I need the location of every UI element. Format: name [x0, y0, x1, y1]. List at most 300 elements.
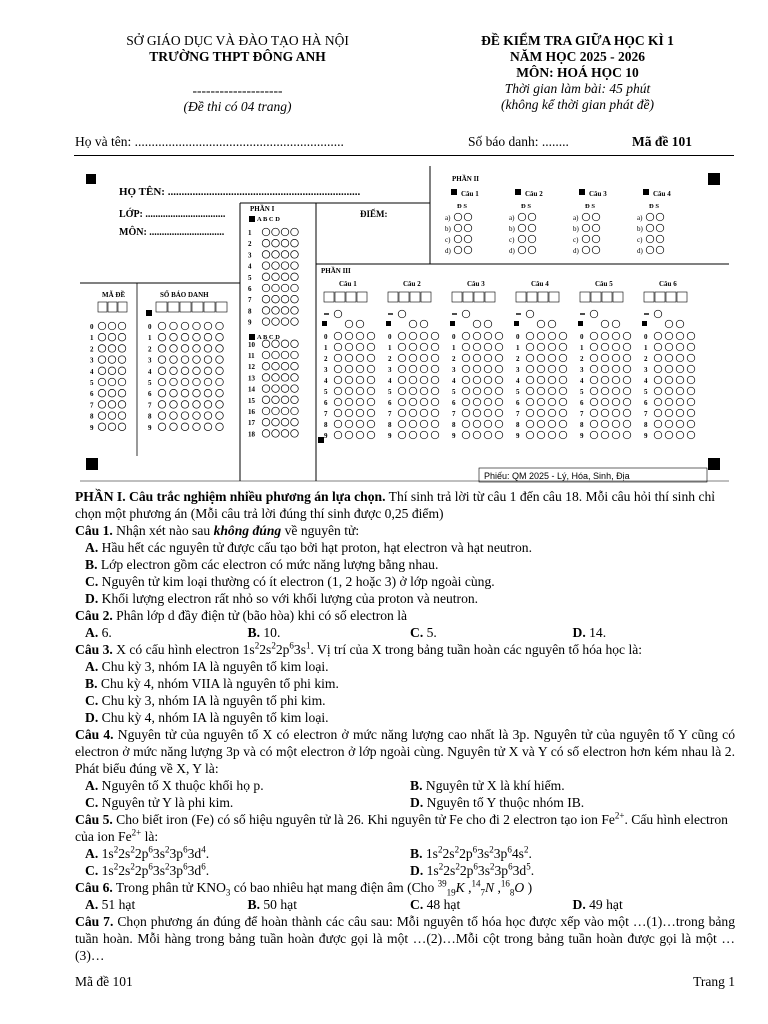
- p3-bubble[interactable]: [654, 398, 662, 406]
- p3-bubble[interactable]: [356, 420, 364, 428]
- p3-bubble[interactable]: [495, 420, 503, 428]
- p3-comma-bubble[interactable]: [548, 320, 556, 328]
- p3-bubble[interactable]: [590, 354, 598, 362]
- p3-bubble[interactable]: [590, 332, 598, 340]
- p3-bubble[interactable]: [431, 332, 439, 340]
- p3-bubble[interactable]: [420, 332, 428, 340]
- p1-bubble[interactable]: [272, 295, 280, 303]
- p1-bubble[interactable]: [281, 318, 289, 326]
- p1-bubble[interactable]: [262, 273, 270, 281]
- p3-bubble[interactable]: [526, 420, 534, 428]
- p1-bubble[interactable]: [291, 251, 299, 259]
- p3-bubble[interactable]: [398, 420, 406, 428]
- p3-bubble[interactable]: [526, 354, 534, 362]
- p1-bubble[interactable]: [281, 273, 289, 281]
- p1-bubble[interactable]: [281, 340, 289, 348]
- p2-bubble[interactable]: [646, 235, 654, 243]
- ma-de-bubble[interactable]: [98, 389, 106, 397]
- ma-de-bubble[interactable]: [98, 345, 106, 353]
- p3-bubble[interactable]: [462, 343, 470, 351]
- p3-bubble[interactable]: [676, 332, 684, 340]
- ma-de-bubble[interactable]: [118, 367, 126, 375]
- p3-bubble[interactable]: [612, 354, 620, 362]
- sbd-bubble[interactable]: [181, 345, 189, 353]
- p3-bubble[interactable]: [548, 431, 556, 439]
- p3-bubble[interactable]: [559, 387, 567, 395]
- q1-option-d[interactable]: D. Khối lượng electron rất nhỏ so với khối lượng của proton và neutron.: [85, 591, 479, 606]
- p3-bubble[interactable]: [601, 376, 609, 384]
- p1-bubble[interactable]: [272, 273, 280, 281]
- p3-bubble[interactable]: [526, 343, 534, 351]
- ma-de-bubble[interactable]: [118, 378, 126, 386]
- p1-bubble[interactable]: [272, 407, 280, 415]
- p3-bubble[interactable]: [548, 376, 556, 384]
- p1-bubble[interactable]: [262, 396, 270, 404]
- p3-bubble[interactable]: [334, 398, 342, 406]
- p3-sign-bubble[interactable]: [526, 310, 534, 318]
- p1-bubble[interactable]: [291, 374, 299, 382]
- p3-bubble[interactable]: [462, 376, 470, 384]
- p3-bubble[interactable]: [612, 398, 620, 406]
- q1-option-a[interactable]: A. Hầu hết các nguyên tử được cấu tạo bởi hạt proton, hạt electron và hạt neutron.: [85, 540, 532, 555]
- p1-bubble[interactable]: [281, 251, 289, 259]
- p3-bubble[interactable]: [601, 354, 609, 362]
- p3-bubble[interactable]: [473, 398, 481, 406]
- p1-bubble[interactable]: [272, 239, 280, 247]
- p3-bubble[interactable]: [590, 420, 598, 428]
- p3-bubble[interactable]: [601, 409, 609, 417]
- sbd-bubble[interactable]: [170, 322, 178, 330]
- p3-bubble[interactable]: [334, 365, 342, 373]
- p1-bubble[interactable]: [281, 239, 289, 247]
- p3-bubble[interactable]: [473, 354, 481, 362]
- p1-bubble[interactable]: [262, 340, 270, 348]
- p3-bubble[interactable]: [654, 431, 662, 439]
- p3-bubble[interactable]: [526, 365, 534, 373]
- sbd-bubble[interactable]: [216, 345, 224, 353]
- p3-bubble[interactable]: [420, 398, 428, 406]
- p1-bubble[interactable]: [291, 318, 299, 326]
- p3-bubble[interactable]: [590, 431, 598, 439]
- sbd-bubble[interactable]: [158, 367, 166, 375]
- p2-bubble[interactable]: [656, 224, 664, 232]
- ma-de-bubble[interactable]: [108, 412, 116, 420]
- p3-bubble[interactable]: [687, 431, 695, 439]
- p3-bubble[interactable]: [548, 354, 556, 362]
- p3-bubble[interactable]: [367, 332, 375, 340]
- sbd-bubble[interactable]: [216, 412, 224, 420]
- p1-bubble[interactable]: [291, 385, 299, 393]
- p3-bubble[interactable]: [462, 332, 470, 340]
- sbd-bubble[interactable]: [181, 423, 189, 431]
- p2-bubble[interactable]: [464, 213, 472, 221]
- ma-de-bubble[interactable]: [118, 401, 126, 409]
- p3-bubble[interactable]: [537, 332, 545, 340]
- sbd-bubble[interactable]: [170, 356, 178, 364]
- p3-bubble[interactable]: [462, 409, 470, 417]
- p3-bubble[interactable]: [559, 354, 567, 362]
- p3-bubble[interactable]: [398, 409, 406, 417]
- p3-bubble[interactable]: [590, 376, 598, 384]
- p3-bubble[interactable]: [601, 365, 609, 373]
- p3-comma-bubble[interactable]: [612, 320, 620, 328]
- sbd-bubble[interactable]: [204, 378, 212, 386]
- q6-option-b[interactable]: B. 50 hạt: [247, 897, 297, 912]
- p2-bubble[interactable]: [582, 246, 590, 254]
- ma-de-bubble[interactable]: [108, 322, 116, 330]
- p2-bubble[interactable]: [656, 235, 664, 243]
- p3-bubble[interactable]: [676, 343, 684, 351]
- p3-bubble[interactable]: [473, 376, 481, 384]
- q2-option-b[interactable]: B. 10.: [247, 625, 281, 640]
- p1-bubble[interactable]: [262, 318, 270, 326]
- p3-bubble[interactable]: [623, 420, 631, 428]
- p1-bubble[interactable]: [272, 262, 280, 270]
- p2-bubble[interactable]: [592, 246, 600, 254]
- p3-bubble[interactable]: [345, 409, 353, 417]
- p3-bubble[interactable]: [367, 354, 375, 362]
- p3-bubble[interactable]: [665, 343, 673, 351]
- p3-bubble[interactable]: [676, 398, 684, 406]
- p3-bubble[interactable]: [612, 420, 620, 428]
- p3-bubble[interactable]: [484, 376, 492, 384]
- p1-bubble[interactable]: [262, 284, 270, 292]
- q5-option-d[interactable]: D. $1s^22s^22p^63s^23p^63d^5$.: [410, 861, 535, 878]
- p3-bubble[interactable]: [484, 332, 492, 340]
- p2-bubble[interactable]: [454, 246, 462, 254]
- sbd-bubble[interactable]: [204, 356, 212, 364]
- p3-bubble[interactable]: [431, 420, 439, 428]
- p3-bubble[interactable]: [612, 387, 620, 395]
- p3-comma-bubble[interactable]: [676, 320, 684, 328]
- p3-bubble[interactable]: [431, 365, 439, 373]
- sbd-bubble[interactable]: [158, 345, 166, 353]
- sbd-bubble[interactable]: [158, 412, 166, 420]
- p3-bubble[interactable]: [687, 398, 695, 406]
- p3-bubble[interactable]: [473, 343, 481, 351]
- ma-de-bubble[interactable]: [108, 345, 116, 353]
- p3-bubble[interactable]: [334, 409, 342, 417]
- sbd-bubble[interactable]: [193, 356, 201, 364]
- p3-bubble[interactable]: [654, 387, 662, 395]
- p1-bubble[interactable]: [291, 239, 299, 247]
- p3-bubble[interactable]: [495, 332, 503, 340]
- p2-bubble[interactable]: [592, 213, 600, 221]
- p2-bubble[interactable]: [592, 224, 600, 232]
- p3-bubble[interactable]: [409, 387, 417, 395]
- sbd-bubble[interactable]: [193, 412, 201, 420]
- p3-bubble[interactable]: [345, 354, 353, 362]
- sbd-bubble[interactable]: [181, 412, 189, 420]
- p1-bubble[interactable]: [272, 307, 280, 315]
- sbd-bubble[interactable]: [204, 367, 212, 375]
- p3-bubble[interactable]: [559, 431, 567, 439]
- p2-bubble[interactable]: [528, 235, 536, 243]
- p3-bubble[interactable]: [654, 365, 662, 373]
- p3-bubble[interactable]: [484, 398, 492, 406]
- ma-de-bubble[interactable]: [118, 322, 126, 330]
- p3-bubble[interactable]: [676, 376, 684, 384]
- p3-bubble[interactable]: [654, 376, 662, 384]
- p3-bubble[interactable]: [345, 398, 353, 406]
- sbd-bubble[interactable]: [204, 389, 212, 397]
- sbd-bubble[interactable]: [216, 378, 224, 386]
- p1-bubble[interactable]: [281, 307, 289, 315]
- p3-bubble[interactable]: [462, 387, 470, 395]
- p3-bubble[interactable]: [334, 431, 342, 439]
- p3-bubble[interactable]: [676, 409, 684, 417]
- p3-bubble[interactable]: [345, 365, 353, 373]
- p1-bubble[interactable]: [272, 396, 280, 404]
- p3-bubble[interactable]: [676, 420, 684, 428]
- p3-bubble[interactable]: [420, 354, 428, 362]
- p3-bubble[interactable]: [623, 431, 631, 439]
- p3-bubble[interactable]: [665, 431, 673, 439]
- sbd-bubble[interactable]: [170, 423, 178, 431]
- p3-bubble[interactable]: [356, 332, 364, 340]
- p1-bubble[interactable]: [291, 340, 299, 348]
- sbd-bubble[interactable]: [193, 367, 201, 375]
- p3-bubble[interactable]: [601, 398, 609, 406]
- p3-bubble[interactable]: [462, 354, 470, 362]
- sbd-bubble[interactable]: [193, 322, 201, 330]
- p3-bubble[interactable]: [345, 332, 353, 340]
- sbd-bubble[interactable]: [193, 333, 201, 341]
- p3-bubble[interactable]: [356, 354, 364, 362]
- p3-bubble[interactable]: [367, 387, 375, 395]
- p3-bubble[interactable]: [398, 398, 406, 406]
- p3-bubble[interactable]: [612, 431, 620, 439]
- p1-bubble[interactable]: [281, 284, 289, 292]
- ma-de-bubble[interactable]: [98, 322, 106, 330]
- p3-bubble[interactable]: [623, 409, 631, 417]
- p3-bubble[interactable]: [367, 343, 375, 351]
- p3-bubble[interactable]: [431, 354, 439, 362]
- p3-bubble[interactable]: [495, 376, 503, 384]
- sbd-bubble[interactable]: [158, 401, 166, 409]
- p2-bubble[interactable]: [464, 246, 472, 254]
- sbd-bubble[interactable]: [216, 356, 224, 364]
- p3-bubble[interactable]: [409, 354, 417, 362]
- p3-bubble[interactable]: [590, 398, 598, 406]
- q3-option-b[interactable]: B. Chu kỳ 4, nhóm VIIA là nguyên tố phi kim.: [85, 676, 339, 691]
- q2-option-c[interactable]: C. 5.: [410, 625, 437, 640]
- p3-bubble[interactable]: [537, 365, 545, 373]
- p3-bubble[interactable]: [473, 387, 481, 395]
- sbd-bubble[interactable]: [216, 367, 224, 375]
- p2-bubble[interactable]: [582, 235, 590, 243]
- p1-bubble[interactable]: [262, 351, 270, 359]
- p1-bubble[interactable]: [291, 407, 299, 415]
- p3-bubble[interactable]: [537, 409, 545, 417]
- p3-bubble[interactable]: [495, 387, 503, 395]
- p3-bubble[interactable]: [431, 387, 439, 395]
- p1-bubble[interactable]: [291, 351, 299, 359]
- p1-bubble[interactable]: [262, 374, 270, 382]
- p2-bubble[interactable]: [592, 235, 600, 243]
- ma-de-bubble[interactable]: [108, 389, 116, 397]
- p3-bubble[interactable]: [367, 376, 375, 384]
- p1-bubble[interactable]: [281, 228, 289, 236]
- p3-bubble[interactable]: [676, 431, 684, 439]
- p3-bubble[interactable]: [687, 343, 695, 351]
- sbd-bubble[interactable]: [181, 333, 189, 341]
- p3-bubble[interactable]: [623, 387, 631, 395]
- p3-bubble[interactable]: [537, 354, 545, 362]
- sbd-bubble[interactable]: [158, 389, 166, 397]
- p3-bubble[interactable]: [409, 409, 417, 417]
- p1-bubble[interactable]: [281, 385, 289, 393]
- p3-bubble[interactable]: [559, 343, 567, 351]
- p3-bubble[interactable]: [548, 343, 556, 351]
- sbd-bubble[interactable]: [216, 401, 224, 409]
- p1-bubble[interactable]: [272, 284, 280, 292]
- p3-comma-bubble[interactable]: [601, 320, 609, 328]
- p3-comma-bubble[interactable]: [484, 320, 492, 328]
- p3-bubble[interactable]: [537, 387, 545, 395]
- p3-bubble[interactable]: [398, 387, 406, 395]
- p3-bubble[interactable]: [431, 343, 439, 351]
- ma-de-bubble[interactable]: [98, 423, 106, 431]
- sbd-bubble[interactable]: [193, 378, 201, 386]
- sbd-bubble[interactable]: [170, 412, 178, 420]
- ma-de-bubble[interactable]: [98, 356, 106, 364]
- ma-de-bubble[interactable]: [108, 401, 116, 409]
- p3-bubble[interactable]: [420, 431, 428, 439]
- p3-bubble[interactable]: [612, 343, 620, 351]
- p3-bubble[interactable]: [601, 420, 609, 428]
- sbd-bubble[interactable]: [204, 322, 212, 330]
- p3-bubble[interactable]: [654, 343, 662, 351]
- p3-bubble[interactable]: [484, 354, 492, 362]
- p2-bubble[interactable]: [582, 224, 590, 232]
- p3-bubble[interactable]: [612, 365, 620, 373]
- ma-de-bubble[interactable]: [108, 333, 116, 341]
- p1-bubble[interactable]: [281, 418, 289, 426]
- ma-de-bubble[interactable]: [98, 333, 106, 341]
- q5-option-b[interactable]: B. $1s^22s^22p^63s^23p^64s^2$.: [410, 844, 532, 861]
- q3-option-d[interactable]: D. Chu kỳ 4, nhóm IA là nguyên tố kim loại.: [85, 710, 329, 725]
- p3-bubble[interactable]: [526, 409, 534, 417]
- p3-comma-bubble[interactable]: [409, 320, 417, 328]
- sbd-bubble[interactable]: [193, 401, 201, 409]
- p2-bubble[interactable]: [454, 224, 462, 232]
- ma-de-bubble[interactable]: [118, 412, 126, 420]
- p3-bubble[interactable]: [431, 431, 439, 439]
- ma-de-bubble[interactable]: [108, 378, 116, 386]
- p3-bubble[interactable]: [356, 431, 364, 439]
- q6-option-c[interactable]: C. 48 hạt: [410, 897, 461, 912]
- p3-bubble[interactable]: [462, 398, 470, 406]
- p1-bubble[interactable]: [281, 374, 289, 382]
- p3-bubble[interactable]: [473, 420, 481, 428]
- p2-bubble[interactable]: [518, 224, 526, 232]
- p1-bubble[interactable]: [291, 307, 299, 315]
- sbd-bubble[interactable]: [170, 333, 178, 341]
- p2-bubble[interactable]: [528, 246, 536, 254]
- p3-bubble[interactable]: [537, 376, 545, 384]
- sbd-bubble[interactable]: [170, 378, 178, 386]
- sbd-bubble[interactable]: [216, 333, 224, 341]
- p3-bubble[interactable]: [601, 431, 609, 439]
- p3-bubble[interactable]: [537, 431, 545, 439]
- p1-bubble[interactable]: [262, 407, 270, 415]
- sbd-bubble[interactable]: [181, 389, 189, 397]
- p1-bubble[interactable]: [291, 262, 299, 270]
- p1-bubble[interactable]: [281, 262, 289, 270]
- p3-bubble[interactable]: [495, 365, 503, 373]
- p3-bubble[interactable]: [654, 420, 662, 428]
- p1-bubble[interactable]: [262, 307, 270, 315]
- p3-bubble[interactable]: [612, 376, 620, 384]
- sbd-bubble[interactable]: [181, 356, 189, 364]
- p3-bubble[interactable]: [687, 332, 695, 340]
- p3-bubble[interactable]: [398, 332, 406, 340]
- p1-bubble[interactable]: [281, 396, 289, 404]
- p3-bubble[interactable]: [590, 343, 598, 351]
- q1-option-b[interactable]: B. Lớp electron gồm các electron có mức năng lượng bằng nhau.: [85, 557, 439, 572]
- p2-bubble[interactable]: [454, 213, 462, 221]
- ma-de-bubble[interactable]: [118, 389, 126, 397]
- ma-de-bubble[interactable]: [98, 367, 106, 375]
- sbd-bubble[interactable]: [158, 322, 166, 330]
- ma-de-bubble[interactable]: [108, 367, 116, 375]
- p3-bubble[interactable]: [409, 431, 417, 439]
- p3-bubble[interactable]: [676, 387, 684, 395]
- p3-bubble[interactable]: [601, 387, 609, 395]
- p3-bubble[interactable]: [601, 332, 609, 340]
- p3-bubble[interactable]: [398, 354, 406, 362]
- p3-bubble[interactable]: [687, 354, 695, 362]
- p3-bubble[interactable]: [495, 343, 503, 351]
- p3-bubble[interactable]: [526, 431, 534, 439]
- q1-option-c[interactable]: C. Nguyên tử kim loại thường có ít electron (1, 2 hoặc 3) ở lớp ngoài cùng.: [85, 574, 495, 589]
- p3-bubble[interactable]: [484, 431, 492, 439]
- p3-bubble[interactable]: [665, 387, 673, 395]
- p3-bubble[interactable]: [334, 387, 342, 395]
- p3-bubble[interactable]: [409, 398, 417, 406]
- sbd-bubble[interactable]: [204, 333, 212, 341]
- ma-de-bubble[interactable]: [108, 423, 116, 431]
- p3-bubble[interactable]: [676, 365, 684, 373]
- p3-comma-bubble[interactable]: [345, 320, 353, 328]
- p3-bubble[interactable]: [334, 420, 342, 428]
- p1-bubble[interactable]: [272, 351, 280, 359]
- sbd-bubble[interactable]: [170, 367, 178, 375]
- p3-bubble[interactable]: [431, 409, 439, 417]
- p3-bubble[interactable]: [431, 398, 439, 406]
- p3-bubble[interactable]: [398, 365, 406, 373]
- sbd-bubble[interactable]: [170, 345, 178, 353]
- p1-bubble[interactable]: [262, 228, 270, 236]
- p3-sign-bubble[interactable]: [334, 310, 342, 318]
- p3-bubble[interactable]: [548, 398, 556, 406]
- p3-bubble[interactable]: [623, 376, 631, 384]
- p3-bubble[interactable]: [398, 431, 406, 439]
- p2-bubble[interactable]: [518, 235, 526, 243]
- p3-bubble[interactable]: [420, 387, 428, 395]
- sbd-bubble[interactable]: [216, 389, 224, 397]
- sbd-bubble[interactable]: [193, 345, 201, 353]
- p3-comma-bubble[interactable]: [537, 320, 545, 328]
- p2-bubble[interactable]: [656, 246, 664, 254]
- p2-bubble[interactable]: [646, 246, 654, 254]
- p3-bubble[interactable]: [409, 365, 417, 373]
- p1-bubble[interactable]: [262, 262, 270, 270]
- q4-option-b[interactable]: B. Nguyên tử X là khí hiếm.: [410, 778, 565, 793]
- p3-sign-bubble[interactable]: [590, 310, 598, 318]
- p1-bubble[interactable]: [291, 430, 299, 438]
